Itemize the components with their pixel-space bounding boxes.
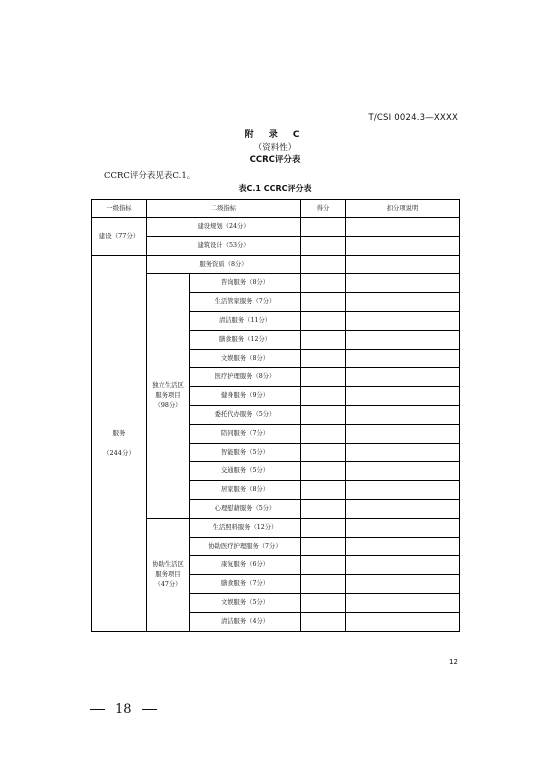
score-cell: [301, 518, 346, 537]
service-item: 陪同服务（7分）: [190, 424, 301, 443]
footer-page: [90, 702, 157, 717]
appendix-nature: （资料性）: [253, 143, 297, 153]
document-code: T/CSI 0024.3—XXXX: [368, 113, 458, 123]
service-item: 清洁服务（11分）: [190, 311, 301, 330]
service-item: 心理慰藉服务（5分）: [190, 499, 301, 518]
header-level2: 二级指标: [147, 200, 301, 218]
service-item: 协助医疗护理服务（7分）: [190, 537, 301, 556]
table-row: [92, 218, 460, 237]
service-item: 居家服务（8分）: [190, 481, 301, 500]
footer-dash-left: [90, 709, 105, 710]
assisted-group: [147, 518, 190, 631]
score-cell: [301, 462, 346, 481]
level2-item: 建筑设计（53分）: [147, 236, 301, 255]
ccrc-score-table: [91, 199, 460, 632]
deduction-cell: [346, 368, 460, 387]
footer-page-number: 18: [115, 702, 132, 717]
header-level1: 一级指标: [92, 200, 147, 218]
score-cell: [301, 481, 346, 500]
score-cell: [301, 236, 346, 255]
page-number: 12: [449, 658, 458, 666]
footer-dash-right: [142, 709, 157, 710]
score-cell: [301, 556, 346, 575]
score-cell: [301, 424, 346, 443]
score-cell: [301, 443, 346, 462]
score-cell: [301, 387, 346, 406]
service-item: 健身服务（9分）: [190, 387, 301, 406]
score-cell: [301, 255, 346, 274]
service-label: 服务: [112, 428, 126, 437]
score-cell: [301, 368, 346, 387]
appendix-title: CCRC评分表: [249, 155, 301, 165]
table-row: [92, 518, 460, 537]
service-item: 膳食服务（7分）: [190, 575, 301, 594]
deduction-cell: [346, 218, 460, 237]
score-cell: [301, 612, 346, 631]
deduction-cell: [346, 424, 460, 443]
deduction-cell: [346, 481, 460, 500]
group-line: 服务项目: [155, 570, 181, 578]
table-row: [92, 255, 460, 274]
deduction-cell: [346, 255, 460, 274]
score-cell: [301, 499, 346, 518]
deduction-cell: [346, 537, 460, 556]
table-row: [92, 236, 460, 255]
level2-item: 服务资质（8分）: [147, 255, 301, 274]
service-item: 医疗护理服务（8分）: [190, 368, 301, 387]
deduction-cell: [346, 575, 460, 594]
deduction-cell: [346, 593, 460, 612]
service-points: （244分）: [103, 449, 135, 458]
group-line: 协助生活区: [152, 561, 184, 569]
group-points: （98分）: [154, 401, 182, 409]
group-line: 服务项目: [155, 392, 181, 400]
service-item: 智能服务（5分）: [190, 443, 301, 462]
deduction-cell: [346, 518, 460, 537]
score-cell: [301, 274, 346, 293]
score-cell: [301, 593, 346, 612]
header-deduction: 扣分项说明: [346, 200, 460, 218]
deduction-cell: [346, 443, 460, 462]
service-item: 康复服务（6分）: [190, 556, 301, 575]
table-row: [92, 274, 460, 293]
appendix-label: 附 录 C: [244, 130, 306, 140]
deduction-cell: [346, 274, 460, 293]
group-line: 独立生活区: [152, 382, 184, 390]
service-item: 清洁服务（4分）: [190, 612, 301, 631]
table-title: 表C.1 CCRC评分表: [238, 184, 312, 193]
score-cell: [301, 218, 346, 237]
independent-group: [147, 274, 190, 518]
level1-service: [92, 255, 147, 631]
deduction-cell: [346, 311, 460, 330]
level1-construction: 建设（77分）: [92, 218, 147, 256]
service-item: 咨询服务（8分）: [190, 274, 301, 293]
intro-text: CCRC评分表见表C.1。: [104, 171, 196, 181]
deduction-cell: [346, 556, 460, 575]
score-cell: [301, 349, 346, 368]
deduction-cell: [346, 330, 460, 349]
deduction-cell: [346, 387, 460, 406]
service-item: 文娱服务（8分）: [190, 349, 301, 368]
score-cell: [301, 405, 346, 424]
table-header-row: [92, 200, 460, 218]
deduction-cell: [346, 612, 460, 631]
deduction-cell: [346, 349, 460, 368]
deduction-cell: [346, 499, 460, 518]
deduction-cell: [346, 293, 460, 312]
deduction-cell: [346, 462, 460, 481]
deduction-cell: [346, 236, 460, 255]
service-item: 委托代办服务（5分）: [190, 405, 301, 424]
service-item: 膳食服务（12分）: [190, 330, 301, 349]
score-cell: [301, 311, 346, 330]
score-cell: [301, 575, 346, 594]
group-points: （47分）: [154, 580, 182, 588]
service-item: 文娱服务（5分）: [190, 593, 301, 612]
service-item: 交通服务（5分）: [190, 462, 301, 481]
score-cell: [301, 330, 346, 349]
level2-item: 建设规划（24分）: [147, 218, 301, 237]
score-cell: [301, 293, 346, 312]
score-cell: [301, 537, 346, 556]
service-item: 生活照料服务（12分）: [190, 518, 301, 537]
service-item: 生活管家服务（7分）: [190, 293, 301, 312]
deduction-cell: [346, 405, 460, 424]
header-score: 得分: [301, 200, 346, 218]
